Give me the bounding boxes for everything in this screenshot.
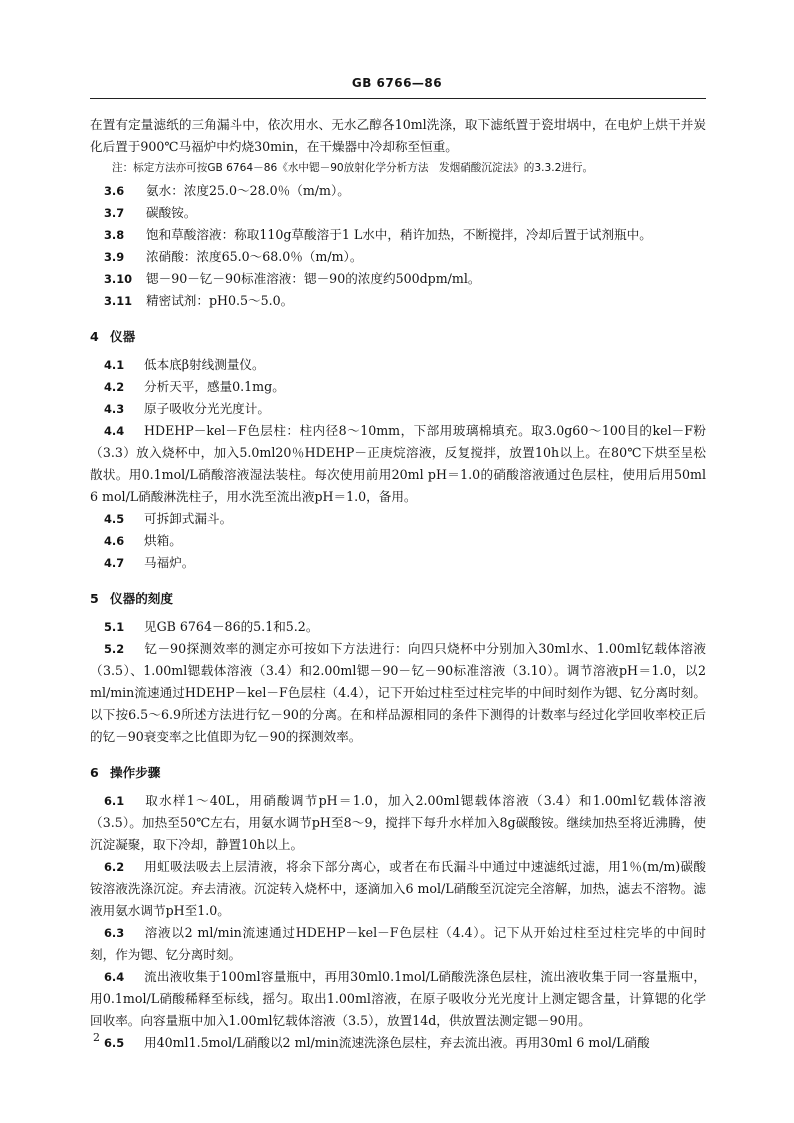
list-item bbox=[90, 420, 706, 508]
item-text: 饱和草酸溶液：称取110g草酸溶于1 L水中，稍许加热，不断搅拌，冷却后置于试剂瓶中。 bbox=[146, 227, 652, 242]
item-text: 钇－90探测效率的测定亦可按如下方法进行：向四只烧杯中分别加入30ml水、1.00ml钇载体溶液（3.5）、1.00ml锶载体溶液（3.4）和2.00ml锶－90－钇－90标准溶液（3.10）。调节溶液pH＝1.0，以2 ml/min流速通过HDEHP－kel－F色层柱（4.4），记下开始过柱至过柱完毕的中间时刻作为锶、钇分离时刻。以下按6.5～6.9所述方法进行钇－90的分离。在和样品源相同的条件下测得的计数率与经过化学回收率校正后的钇－90衰变率之比值即为钇－90的探测效率。 bbox=[90, 641, 706, 744]
section-heading-5 bbox=[90, 588, 706, 610]
reagent-item bbox=[90, 224, 706, 246]
item-text: 分析天平，感量0.1mg。 bbox=[144, 379, 285, 394]
list-item bbox=[90, 376, 706, 398]
item-text: 精密试剂：pH0.5～5.0。 bbox=[146, 293, 294, 308]
item-number: 4.7 bbox=[104, 556, 125, 570]
document-body bbox=[90, 114, 706, 1054]
item-number: 5.2 bbox=[104, 642, 125, 656]
item-number: 6.2 bbox=[104, 860, 125, 874]
item-number: 4.5 bbox=[104, 512, 125, 526]
section-number: 6 bbox=[90, 765, 99, 780]
item-number: 6.3 bbox=[104, 926, 125, 940]
item-text: 取水样1～40L，用硝酸调节pH＝1.0，加入2.00ml锶载体溶液（3.4）和1.00ml钇载体溶液（3.5）。加热至50℃左右，用氨水调节pH至8～9，搅拌下每升水样加入8g碳酸铵。继续加热至将近沸腾，使沉淀凝聚，取下冷却，静置10h以上。 bbox=[90, 793, 706, 852]
item-number: 5.1 bbox=[104, 620, 125, 634]
list-item bbox=[90, 966, 706, 1032]
item-text: 氨水：浓度25.0～28.0％（m/m）。 bbox=[146, 183, 350, 198]
section-title: 操作步骤 bbox=[110, 765, 161, 780]
item-text: 见GB 6764－86的5.1和5.2。 bbox=[144, 619, 319, 634]
section-number: 5 bbox=[90, 591, 99, 606]
list-item bbox=[90, 856, 706, 922]
reagent-list bbox=[90, 180, 706, 312]
list-item bbox=[90, 638, 706, 748]
intro-paragraph: 在置有定量滤纸的三角漏斗中，依次用水、无水乙醇各10ml洗涤，取下滤纸置于瓷坩埚中，在电炉上烘干并炭化后置于900℃马福炉中灼烧30min，在干燥器中冷却称至恒重。 bbox=[90, 117, 706, 154]
reagent-item bbox=[90, 268, 706, 290]
list-item bbox=[90, 552, 706, 574]
item-text: 浓硝酸：浓度65.0～68.0％（m/m）。 bbox=[146, 249, 363, 264]
item-text: 碳酸铵。 bbox=[146, 205, 197, 220]
item-text: 流出液收集于100ml容量瓶中，再用30ml0.1mol/L硝酸洗涤色层柱，流出液收集于同一容量瓶中，用0.1mol/L硝酸稀释至标线，摇匀。取出1.00ml溶液，在原子吸收分光光度计上测定锶含量，计算锶的化学回收率。向容量瓶中加入1.00ml钇载体溶液（3.5），放置14d，供放置法测定锶－90用。 bbox=[90, 969, 706, 1028]
item-number: 3.11 bbox=[104, 294, 133, 308]
instrument-list bbox=[90, 354, 706, 574]
item-number: 3.8 bbox=[104, 228, 125, 242]
procedure-list bbox=[90, 790, 706, 1054]
item-number: 3.7 bbox=[104, 206, 125, 220]
page-number: 2 bbox=[93, 1031, 100, 1044]
item-number: 6.1 bbox=[104, 794, 125, 808]
intro-note: 注：标定方法亦可按GB 6764－86《水中锶－90放射化学分析方法 发烟硝酸沉淀法》的3.3.2进行。 bbox=[112, 162, 594, 174]
section-heading-4 bbox=[90, 326, 706, 348]
item-text: 用虹吸法吸去上层清液，将余下部分离心，或者在布氏漏斗中通过中速滤纸过滤，用1％(m/m)碳酸铵溶液洗涤沉淀。弃去清液。沉淀转入烧杯中，逐滴加入6 mol/L硝酸至沉淀完全溶解，加热，滤去不溶物。滤液用氨水调节pH至1.0。 bbox=[90, 859, 706, 918]
page-header: GB 6766—86 bbox=[351, 76, 443, 90]
list-item bbox=[90, 398, 706, 420]
reagent-item bbox=[90, 246, 706, 268]
item-number: 6.4 bbox=[104, 970, 125, 984]
item-text: 原子吸收分光光度计。 bbox=[144, 401, 270, 416]
item-number: 3.10 bbox=[104, 272, 133, 286]
section-number: 4 bbox=[90, 329, 99, 344]
section-heading-6 bbox=[90, 762, 706, 784]
item-text: HDEHP－kel－F色层柱：柱内径8～10mm，下部用玻璃棉填充。取3.0g60～100目的kel－F粉（3.3）放入烧杯中，加入5.0ml20％HDEHP－正庚烷溶液，反复搅拌，放置10h以上。在80℃下烘至呈松散状。用0.1mol/L硝酸溶液湿法装柱。每次使用前用20ml pH＝1.0的硝酸溶液通过色层柱，使用后用50ml 6 mol/L硝酸淋洗柱子，用水洗至流出液pH＝1.0，备用。 bbox=[90, 423, 706, 504]
list-item bbox=[90, 1032, 706, 1054]
item-text: 烘箱。 bbox=[144, 533, 182, 548]
reagent-item bbox=[90, 290, 706, 312]
list-item bbox=[90, 354, 706, 376]
item-number: 3.9 bbox=[104, 250, 125, 264]
item-number: 4.4 bbox=[104, 424, 125, 438]
item-text: 锶－90－钇－90标准溶液：锶－90的浓度约500dpm/ml。 bbox=[146, 271, 481, 286]
item-text: 低本底β射线测量仪。 bbox=[144, 357, 265, 372]
list-item bbox=[90, 790, 706, 856]
list-item bbox=[90, 616, 706, 638]
reagent-item bbox=[90, 202, 706, 224]
item-text: 马福炉。 bbox=[144, 555, 195, 570]
item-text: 用40ml1.5mol/L硝酸以2 ml/min流速洗涤色层柱，弃去流出液。再用30ml 6 mol/L硝酸 bbox=[144, 1035, 650, 1050]
item-text: 溶液以2 ml/min流速通过HDEHP－kel－F色层柱（4.4）。记下从开始过柱至过柱完毕的中间时刻，作为锶、钇分离时刻。 bbox=[90, 925, 706, 962]
list-item bbox=[90, 530, 706, 552]
section-title: 仪器 bbox=[110, 329, 136, 344]
list-item bbox=[90, 508, 706, 530]
calibration-list bbox=[90, 616, 706, 748]
section-title: 仪器的刻度 bbox=[110, 591, 173, 606]
item-number: 3.6 bbox=[104, 184, 125, 198]
item-number: 4.2 bbox=[104, 380, 125, 394]
item-text: 可拆卸式漏斗。 bbox=[144, 511, 233, 526]
item-number: 6.5 bbox=[104, 1036, 125, 1050]
item-number: 4.6 bbox=[104, 534, 125, 548]
reagent-item bbox=[90, 180, 706, 202]
header-rule bbox=[90, 98, 706, 99]
item-number: 4.3 bbox=[104, 402, 125, 416]
item-number: 4.1 bbox=[104, 358, 125, 372]
list-item bbox=[90, 922, 706, 966]
